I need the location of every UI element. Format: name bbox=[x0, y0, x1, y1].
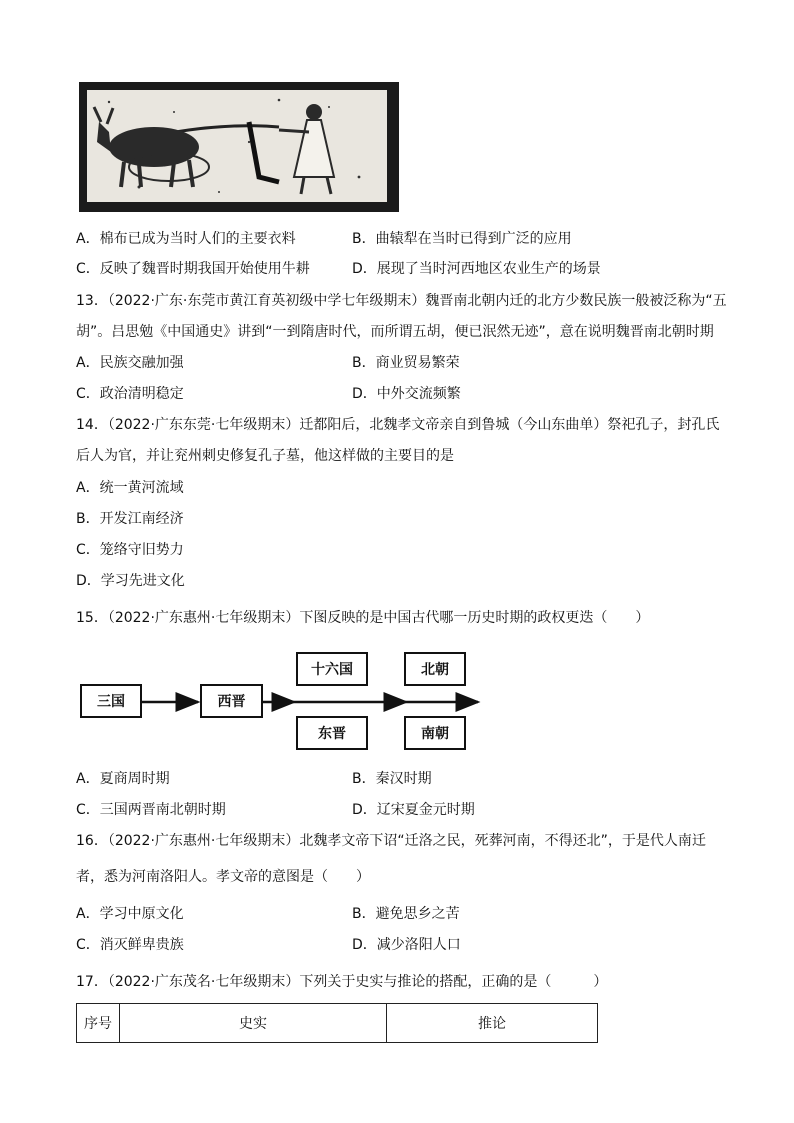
q14-stem-line2: 后人为官，并让兖州刺史修复孔子墓，他这样做的主要目的是 bbox=[76, 448, 454, 464]
box-sanguo: 三国 bbox=[80, 684, 142, 718]
q13-stem-line1: 13．（2022·广东·东莞市黄江育英初级中学七年级期末）魏晋南北朝内迁的北方少数民族一般被泛称为“五 bbox=[76, 293, 727, 309]
q15-stem-line1: 15．（2022·广东惠州·七年级期末）下图反映的是中国古代哪一历史时期的政权更迭（ ） bbox=[76, 610, 650, 626]
q15-option-b[interactable]: B．秦汉时期 bbox=[352, 771, 432, 787]
box-nanchao: 南朝 bbox=[404, 716, 466, 750]
q14-option-d[interactable]: D．学习先进文化 bbox=[76, 573, 185, 589]
q12-option-c[interactable]: C．反映了魏晋时期我国开始使用牛耕 bbox=[76, 261, 310, 277]
q15-option-a[interactable]: A．夏商周时期 bbox=[76, 771, 170, 787]
q14-option-c[interactable]: C．笼络守旧势力 bbox=[76, 542, 184, 558]
box-xijin: 西晋 bbox=[200, 684, 263, 718]
box-dongjin: 东晋 bbox=[296, 716, 368, 750]
q16-option-a[interactable]: A．学习中原文化 bbox=[76, 906, 184, 922]
q12-option-d[interactable]: D．展现了当时河西地区农业生产的场景 bbox=[352, 261, 601, 277]
q12-option-b[interactable]: B．曲辕犁在当时已得到广泛的应用 bbox=[352, 231, 572, 247]
q16-option-c[interactable]: C．消灭鲜卑贵族 bbox=[76, 937, 184, 953]
q14-stem-line1: 14．（2022·广东东莞·七年级期末）迁都阳后，北魏孝文帝亲自到鲁城（今山东曲单）祭祀孔子，封孔氏 bbox=[76, 417, 720, 433]
q17-stem-line1: 17．（2022·广东茂名·七年级期末）下列关于史实与推论的搭配，正确的是（ ） bbox=[76, 974, 608, 990]
q13-option-b[interactable]: B．商业贸易繁荣 bbox=[352, 355, 460, 371]
q16-option-d[interactable]: D．减少洛阳人口 bbox=[352, 937, 461, 953]
q17-table bbox=[76, 1003, 598, 1043]
dynasty-flow-diagram bbox=[76, 650, 496, 750]
header-fact: 史实 bbox=[120, 1004, 387, 1043]
q13-option-c[interactable]: C．政治清明稳定 bbox=[76, 386, 184, 402]
q13-option-d[interactable]: D．中外交流频繁 bbox=[352, 386, 461, 402]
q14-option-a[interactable]: A．统一黄河流域 bbox=[76, 480, 184, 496]
header-index: 序号 bbox=[77, 1004, 120, 1043]
q13-option-a[interactable]: A．民族交融加强 bbox=[76, 355, 184, 371]
box-beichao: 北朝 bbox=[404, 652, 466, 686]
ox-plowing-mural-image bbox=[79, 82, 399, 212]
q14-option-b[interactable]: B．开发江南经济 bbox=[76, 511, 184, 527]
q16-option-b[interactable]: B．避免思乡之苦 bbox=[352, 906, 460, 922]
q13-stem-line2: 胡”。吕思勉《中国通史》讲到“一到隋唐时代，而所谓五胡，便已泯然无迹”，意在说明魏晋南北朝时期 bbox=[76, 324, 714, 340]
q16-stem-line1: 16．（2022·广东惠州·七年级期末）北魏孝文帝下诏“迁洛之民，死葬河南，不得还北”，于是代人南迁 bbox=[76, 833, 706, 849]
q15-option-c[interactable]: C．三国两晋南北朝时期 bbox=[76, 802, 226, 818]
box-shiliuguo: 十六国 bbox=[296, 652, 368, 686]
table-header-row bbox=[77, 1004, 598, 1043]
header-inference: 推论 bbox=[387, 1004, 598, 1043]
q15-option-d[interactable]: D．辽宋夏金元时期 bbox=[352, 802, 475, 818]
q12-option-a[interactable]: A．棉布已成为当时人们的主要衣料 bbox=[76, 231, 296, 247]
q16-stem-line2: 者，悉为河南洛阳人。孝文帝的意图是（ ） bbox=[76, 869, 370, 885]
